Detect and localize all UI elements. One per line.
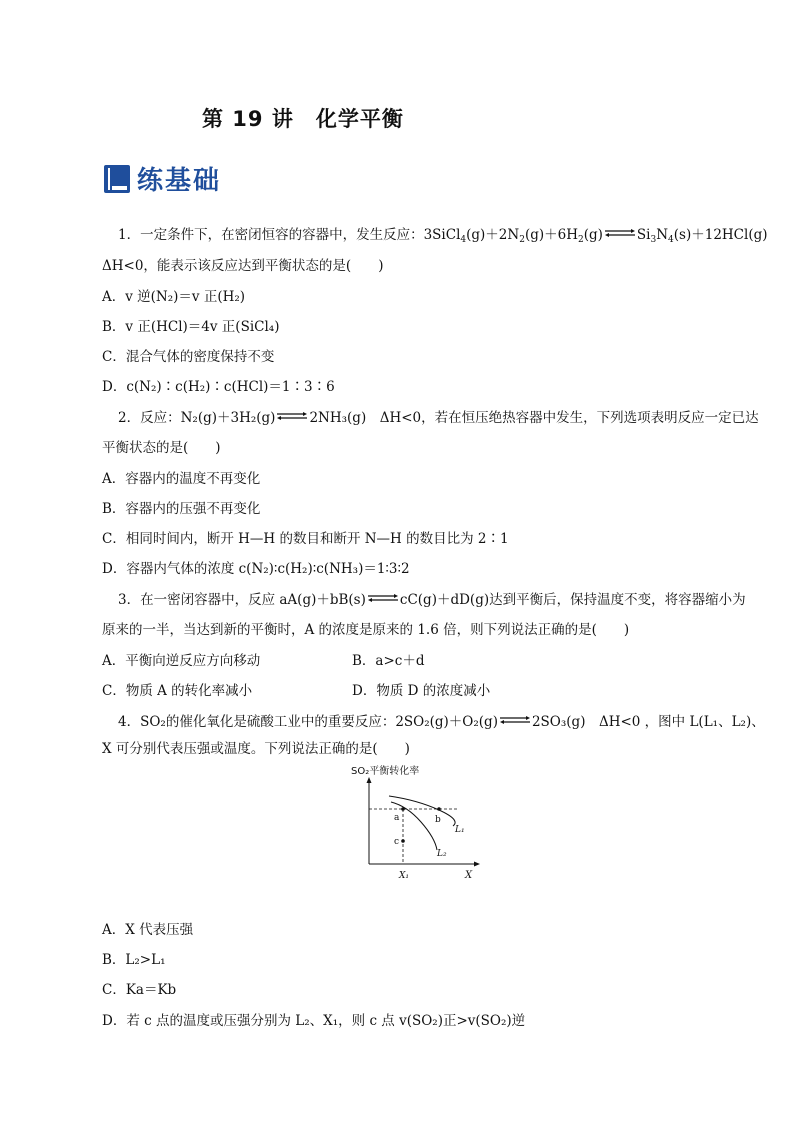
curve-l2-label: L₂	[437, 849, 447, 859]
q2-option-c: C．相同时间内，断开 H—H 的数目和断开 N—H 的数目比为 2∶1	[102, 531, 509, 547]
point-a-label: a	[394, 813, 400, 823]
q1-option-b: B．v 正(HCl)＝4v 正(SiCl₄)	[102, 319, 280, 335]
equilibrium-arrow-icon	[499, 714, 531, 726]
q4-stem-line2: X 可分别代表压强或温度。下列说法正确的是( )	[102, 741, 410, 757]
q1-option-a: A．v 逆(N₂)＝v 正(H₂)	[102, 289, 246, 305]
point-c-label: c	[394, 837, 400, 847]
q3-option-a: A．平衡向逆反应方向移动	[102, 653, 261, 669]
q4-option-c: C．Ka＝Kb	[102, 982, 177, 998]
section-header	[103, 160, 221, 197]
point-c-marker	[401, 839, 405, 843]
book-icon	[103, 164, 131, 194]
q1-option-d: D．c(N₂)∶c(H₂)∶c(HCl)＝1∶3∶6	[102, 379, 335, 395]
so2-conversion-figure	[349, 762, 484, 887]
point-b-marker	[437, 807, 441, 811]
q3-option-b: B．a>c＋d	[352, 653, 425, 669]
q2-option-d: D．容器内气体的浓度 c(N₂)∶c(H₂)∶c(NH₃)＝1∶3∶2	[102, 561, 410, 577]
equilibrium-arrow-icon	[604, 227, 636, 239]
q1-option-c: C．混合气体的密度保持不变	[102, 349, 275, 365]
q3-option-d: D．物质 D 的浓度减小	[352, 683, 491, 699]
q3-stem-line2: 原来的一半，当达到新的平衡时，A 的浓度是原来的 1.6 倍，则下列说法正确的是( )	[102, 622, 630, 638]
y-axis-arrow	[367, 777, 372, 783]
point-b-label: b	[435, 815, 441, 825]
q2-stem-line2: 平衡状态的是( )	[102, 440, 221, 456]
q2-option-b: B．容器内的压强不再变化	[102, 501, 261, 517]
q2-option-a: A．容器内的温度不再变化	[102, 471, 261, 487]
figure-ylabel: SO₂平衡转化率	[351, 766, 420, 777]
q4-option-a: A．X 代表压强	[102, 922, 194, 938]
q4-option-d: D．若 c 点的温度或压强分别为 L₂、X₁，则 c 点 v(SO₂)正>v(SO₂)逆	[102, 1013, 526, 1029]
q3-option-c: C．物质 A 的转化率减小	[102, 683, 253, 699]
q4-stem-line1: 4．SO₂的催化氧化是硫酸工业中的重要反应：2SO₂(g)＋O₂(g) 2SO₃(g) ΔH<0 ，图中 L(L₁、L₂)、	[118, 714, 765, 730]
x-axis-arrow	[474, 862, 480, 867]
section-label: 练基础	[137, 166, 222, 196]
figure-xlabel: X	[465, 870, 473, 881]
x1-label: X₁	[399, 871, 410, 881]
q1-stem-line1: 1．一定条件下，在密闭恒容的容器中，发生反应：$3SiCl_4(g)+2N_2(g)+6H_2(g)$ $Si_3N_4(s)+12HCl(g)$	[118, 227, 768, 245]
q2-stem-line1: 2．反应：N₂(g)＋3H₂(g) 2NH₃(g) ΔH<0，若在恒压绝热容器中发生，下列选项表明反应一定已达	[118, 410, 759, 426]
q4-option-b: B．L₂>L₁	[102, 952, 166, 968]
equilibrium-arrow-icon	[276, 410, 308, 422]
q3-stem-line1: 3．在一密闭容器中，反应 aA(g)＋bB(s) cC(g)＋dD(g)达到平衡后，保持温度不变，将容器缩小为	[118, 592, 746, 608]
curve-l1-label: L₁	[455, 825, 465, 835]
q1-stem-line2: ΔH<0，能表示该反应达到平衡状态的是( )	[102, 258, 384, 274]
page-title: 第 19 讲 化学平衡	[202, 107, 404, 131]
point-a-marker	[401, 807, 405, 811]
equilibrium-arrow-icon	[367, 592, 399, 604]
